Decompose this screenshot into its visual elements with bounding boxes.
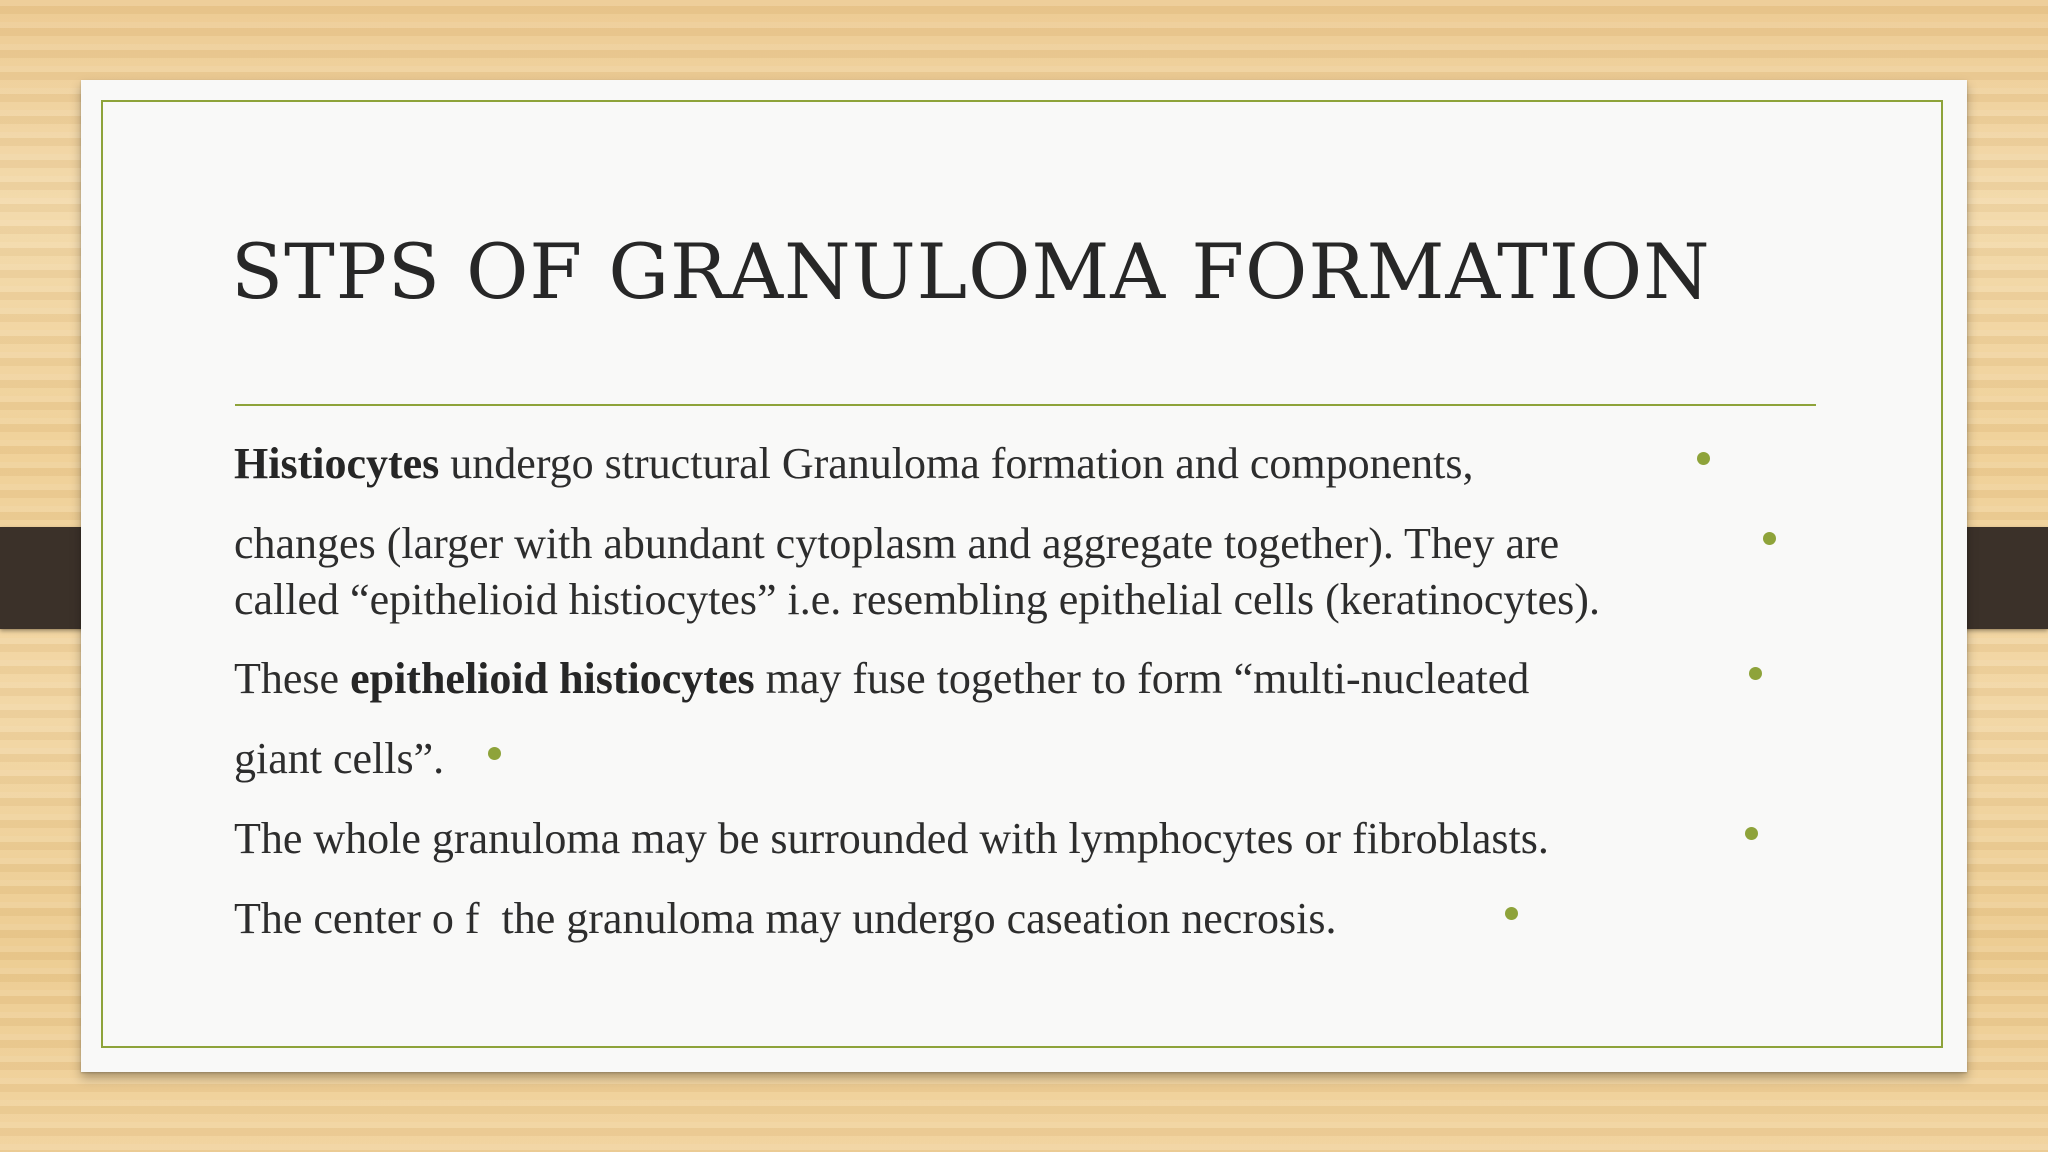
bullet-dot-icon	[488, 747, 501, 760]
text-line-7: The center o f the granuloma may undergo caseation necrosis.	[234, 894, 1337, 943]
text-line-3: called “epithelioid histiocytes” i.e. resembling epithelial cells (keratinocytes).	[234, 575, 1600, 624]
bold-term-histiocytes: Histiocytes	[234, 439, 440, 488]
text-line-4: These epithelioid histiocytes may fuse together to form “multi-nucleated	[234, 654, 1530, 703]
title-divider	[235, 404, 1816, 406]
slide-title: STPS OF GRANULOMA FORMATION	[231, 227, 1711, 316]
bullet-dot-icon	[1749, 667, 1762, 680]
text-line-2: changes (larger with abundant cytoplasm and aggregate together). They are	[234, 519, 1560, 568]
slide-card	[81, 80, 1967, 1072]
bullet-dot-icon	[1505, 907, 1518, 920]
text-line-5: giant cells”.	[234, 734, 445, 783]
text-line-1: Histiocytes undergo structural Granuloma formation and components,	[234, 439, 1474, 488]
text-line-6: The whole granuloma may be surrounded with lymphocytes or fibroblasts.	[234, 814, 1549, 863]
bullet-dot-icon	[1763, 532, 1776, 545]
bullet-dot-icon	[1697, 452, 1710, 465]
bullet-dot-icon	[1745, 827, 1758, 840]
bold-term-epithelioid-histiocytes: epithelioid histiocytes	[350, 654, 755, 703]
